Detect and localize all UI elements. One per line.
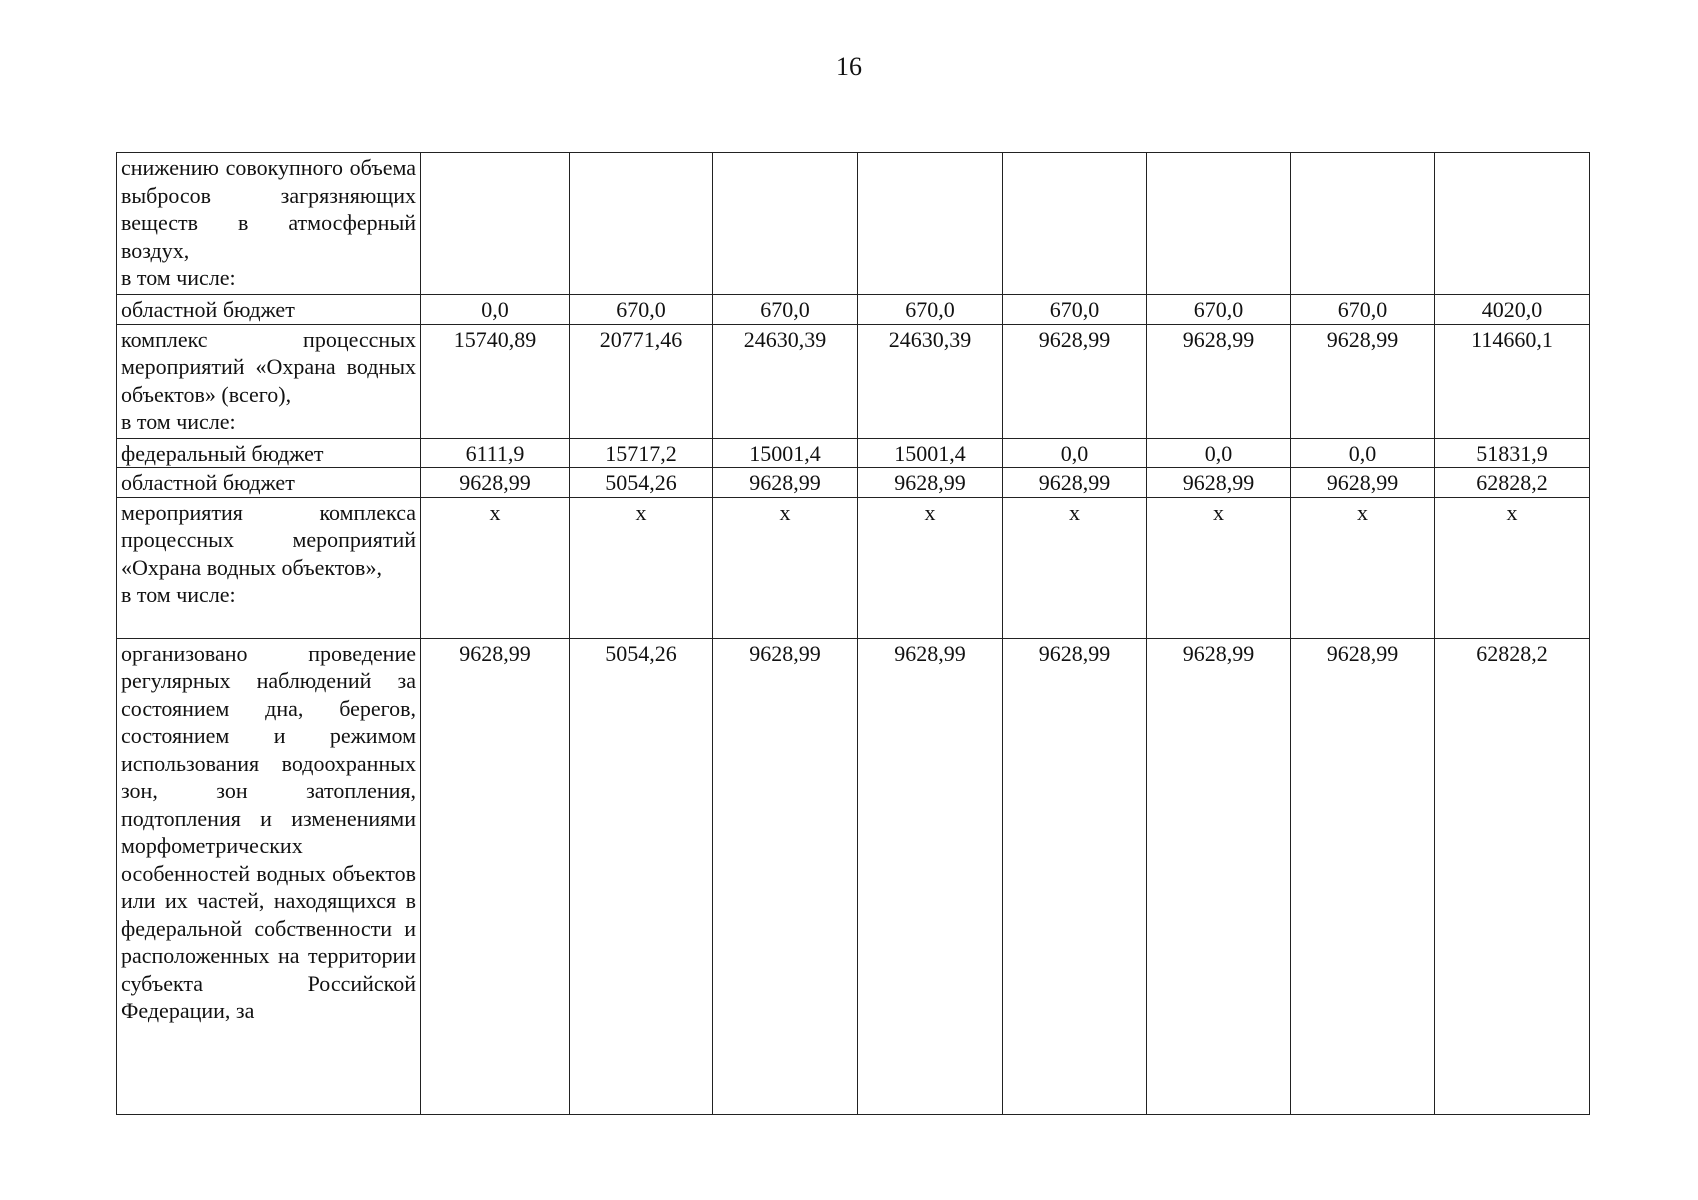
value-cell: х bbox=[1003, 497, 1147, 638]
value-cell: 51831,9 bbox=[1435, 438, 1590, 468]
value-cell: 24630,39 bbox=[858, 324, 1003, 438]
row-label: снижению совокупного объема выбросов загрязняющих веществ в атмосферный воздух, bbox=[121, 155, 416, 263]
table-row bbox=[117, 153, 1590, 295]
table-row bbox=[117, 324, 1590, 438]
table-row bbox=[117, 468, 1590, 498]
row-label-sub: в том числе: bbox=[121, 265, 236, 290]
value-cell: 9628,99 bbox=[421, 468, 570, 498]
value-cell: 9628,99 bbox=[1291, 324, 1435, 438]
value-cell: 114660,1 bbox=[1435, 324, 1590, 438]
value-cell: 5054,26 bbox=[570, 468, 713, 498]
value-cell: х bbox=[1435, 497, 1590, 638]
value-cell bbox=[570, 153, 713, 295]
row-label-cell bbox=[117, 324, 421, 438]
value-cell bbox=[1291, 153, 1435, 295]
value-cell bbox=[1147, 153, 1291, 295]
row-label-cell bbox=[117, 638, 421, 1114]
value-cell: 0,0 bbox=[1147, 438, 1291, 468]
budget-table bbox=[116, 152, 1590, 1115]
row-label-cell bbox=[117, 468, 421, 498]
row-label-cell bbox=[117, 438, 421, 468]
value-cell: 670,0 bbox=[570, 295, 713, 325]
value-cell: 0,0 bbox=[1003, 438, 1147, 468]
value-cell: 24630,39 bbox=[713, 324, 858, 438]
value-cell bbox=[1435, 153, 1590, 295]
table-row bbox=[117, 638, 1590, 1114]
value-cell: 15740,89 bbox=[421, 324, 570, 438]
value-cell: 670,0 bbox=[1147, 295, 1291, 325]
value-cell: 62828,2 bbox=[1435, 638, 1590, 1114]
row-label: организовано проведение регулярных наблюдений за состоянием дна, берегов, состоянием и режимом использования водоохранных зон, зон затопления, подтопления и изменениями морфометрических особенностей водных объектов или их частей, находящихся в федеральной собственности и расположенных на территории субъекта Российской Федерации, за bbox=[121, 640, 416, 1023]
value-cell: 9628,99 bbox=[1003, 638, 1147, 1114]
row-label: областной бюджет bbox=[121, 470, 295, 495]
row-label: областной бюджет bbox=[121, 297, 295, 322]
value-cell: х bbox=[1147, 497, 1291, 638]
value-cell: 670,0 bbox=[1291, 295, 1435, 325]
value-cell: 15001,4 bbox=[858, 438, 1003, 468]
value-cell: 6111,9 bbox=[421, 438, 570, 468]
value-cell: 9628,99 bbox=[1291, 638, 1435, 1114]
row-label: комплекс процессных мероприятий «Охрана водных объектов» (всего), bbox=[121, 326, 416, 407]
value-cell: 9628,99 bbox=[713, 638, 858, 1114]
value-cell: 9628,99 bbox=[1291, 468, 1435, 498]
value-cell: х bbox=[570, 497, 713, 638]
value-cell: х bbox=[421, 497, 570, 638]
value-cell: 9628,99 bbox=[1147, 468, 1291, 498]
table-row bbox=[117, 295, 1590, 325]
value-cell bbox=[858, 153, 1003, 295]
value-cell bbox=[421, 153, 570, 295]
value-cell: 9628,99 bbox=[858, 638, 1003, 1114]
row-label-sub: в том числе: bbox=[121, 582, 236, 607]
value-cell: х bbox=[858, 497, 1003, 638]
value-cell: 670,0 bbox=[713, 295, 858, 325]
value-cell: 9628,99 bbox=[858, 468, 1003, 498]
table-row bbox=[117, 438, 1590, 468]
value-cell: х bbox=[1291, 497, 1435, 638]
page-number: 16 bbox=[836, 52, 862, 81]
row-label-cell bbox=[117, 153, 421, 295]
value-cell: 9628,99 bbox=[421, 638, 570, 1114]
value-cell: 0,0 bbox=[421, 295, 570, 325]
row-label-sub: в том числе: bbox=[121, 409, 236, 434]
value-cell: 670,0 bbox=[858, 295, 1003, 325]
row-label-cell bbox=[117, 497, 421, 638]
value-cell: 670,0 bbox=[1003, 295, 1147, 325]
value-cell: 0,0 bbox=[1291, 438, 1435, 468]
value-cell bbox=[713, 153, 858, 295]
value-cell: 4020,0 bbox=[1435, 295, 1590, 325]
row-label: мероприятия комплекса процессных мероприятий «Охрана водных объектов», bbox=[121, 499, 416, 580]
value-cell: х bbox=[713, 497, 858, 638]
row-label-cell bbox=[117, 295, 421, 325]
value-cell: 20771,46 bbox=[570, 324, 713, 438]
value-cell: 9628,99 bbox=[1147, 638, 1291, 1114]
value-cell: 62828,2 bbox=[1435, 468, 1590, 498]
row-label: федеральный бюджет bbox=[121, 440, 324, 466]
value-cell: 15717,2 bbox=[570, 438, 713, 468]
value-cell: 15001,4 bbox=[713, 438, 858, 468]
value-cell: 9628,99 bbox=[1003, 468, 1147, 498]
table-row bbox=[117, 497, 1590, 638]
value-cell: 9628,99 bbox=[713, 468, 858, 498]
value-cell: 9628,99 bbox=[1147, 324, 1291, 438]
value-cell: 9628,99 bbox=[1003, 324, 1147, 438]
value-cell bbox=[1003, 153, 1147, 295]
value-cell: 5054,26 bbox=[570, 638, 713, 1114]
